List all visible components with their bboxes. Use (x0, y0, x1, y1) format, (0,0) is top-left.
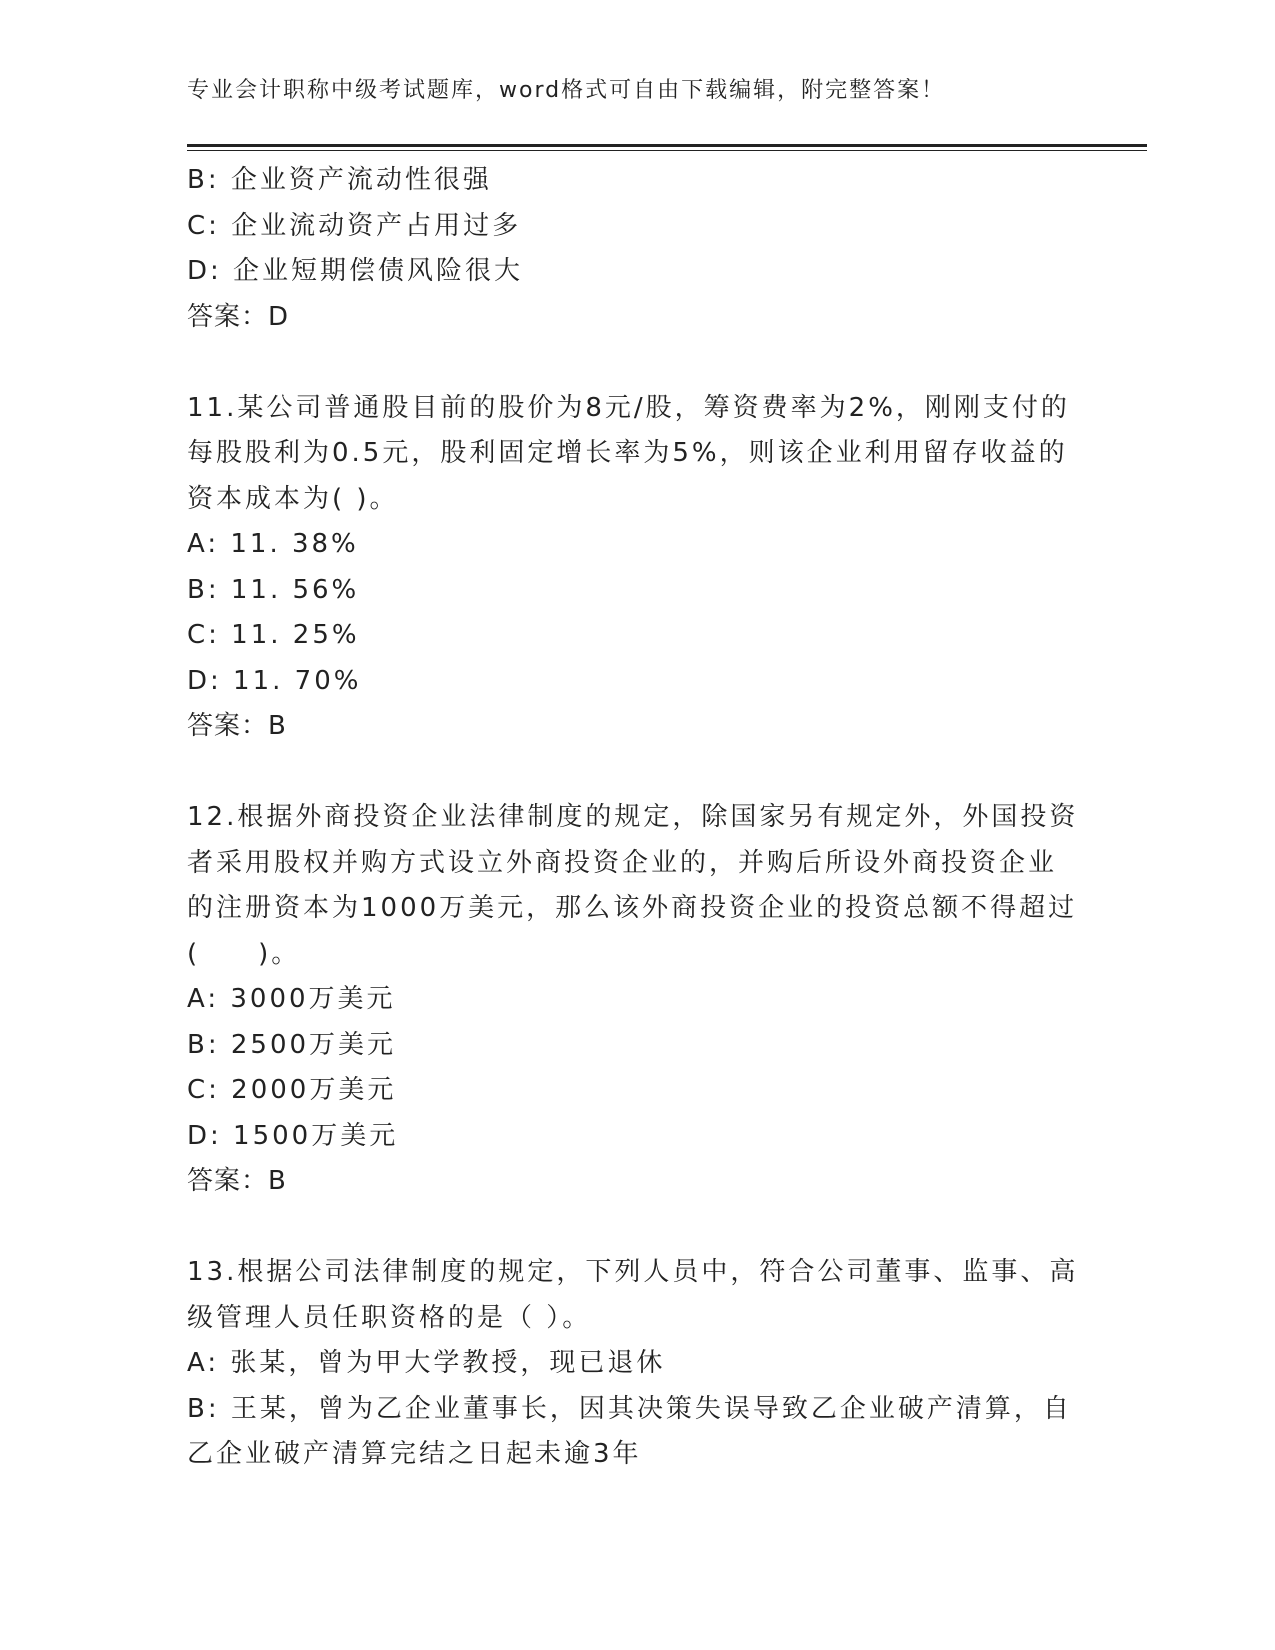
spacer (187, 1205, 1087, 1251)
option-d: D: 1500万美元 (187, 1120, 399, 1151)
header-divider-thick (187, 144, 1147, 147)
option-b: B: 王某，曾为乙企业董事长，因其决策失误导致乙企业破产清算，自 (187, 1393, 1072, 1424)
option-c: C: 11. 25% (187, 620, 360, 650)
option-a: A: 11. 38% (187, 529, 359, 559)
spacer (187, 340, 1087, 386)
question-12 (187, 795, 1087, 1205)
option-a: A: 张某，曾为甲大学教授，现已退休 (187, 1348, 666, 1378)
answer-label: 答案：B (187, 1166, 287, 1196)
question-stem-line: 11.某公司普通股目前的股价为8元/股，筹资费率为2%，刚刚支付的 (187, 392, 1070, 423)
question-stem-line: 每股股利为0.5元，股利固定增长率为5%，则该企业利用留存收益的 (187, 438, 1068, 468)
option-c: C: 2000万美元 (187, 1075, 397, 1105)
option-b: B: 企业资产流动性很强 (187, 165, 492, 195)
option-b: B: 2500万美元 (187, 1029, 397, 1060)
question-stem-line: ( )。 (187, 938, 301, 969)
option-c: C: 企业流动资产占用过多 (187, 210, 522, 241)
question-stem-line: 者采用股权并购方式设立外商投资企业的，并购后所设外商投资企业 (187, 847, 1058, 878)
question-stem-line: 资本成本为( )。 (187, 483, 399, 514)
question-stem-line: 级管理人员任职资格的是（ ）。 (187, 1302, 592, 1333)
header-text: 专业会计职称中级考试题库，word格式可自由下载编辑，附完整答案！ (187, 78, 946, 103)
spacer (187, 750, 1087, 796)
answer-label: 答案：D (187, 301, 290, 332)
answer-label: 答案：B (187, 711, 287, 741)
question-11 (187, 386, 1087, 750)
question-13 (187, 1250, 1087, 1478)
question-stem-line: 的注册资本为1000万美元，那么该外商投资企业的投资总额不得超过 (187, 893, 1078, 923)
option-b-continued: 乙企业破产清算完结之日起未逾3年 (187, 1439, 642, 1469)
question-stem-line: 13.根据公司法律制度的规定，下列人员中，符合公司董事、监事、高 (187, 1257, 1079, 1287)
header-divider-thin (187, 150, 1147, 151)
document-body (187, 158, 1087, 1478)
prev-question (187, 158, 1087, 340)
option-a: A: 3000万美元 (187, 984, 396, 1014)
option-d: D: 11. 70% (187, 665, 362, 696)
option-d: D: 企业短期偿债风险很大 (187, 256, 524, 286)
question-stem-line: 12.根据外商投资企业法律制度的规定，除国家另有规定外，外国投资 (187, 802, 1079, 832)
option-b: B: 11. 56% (187, 574, 360, 605)
